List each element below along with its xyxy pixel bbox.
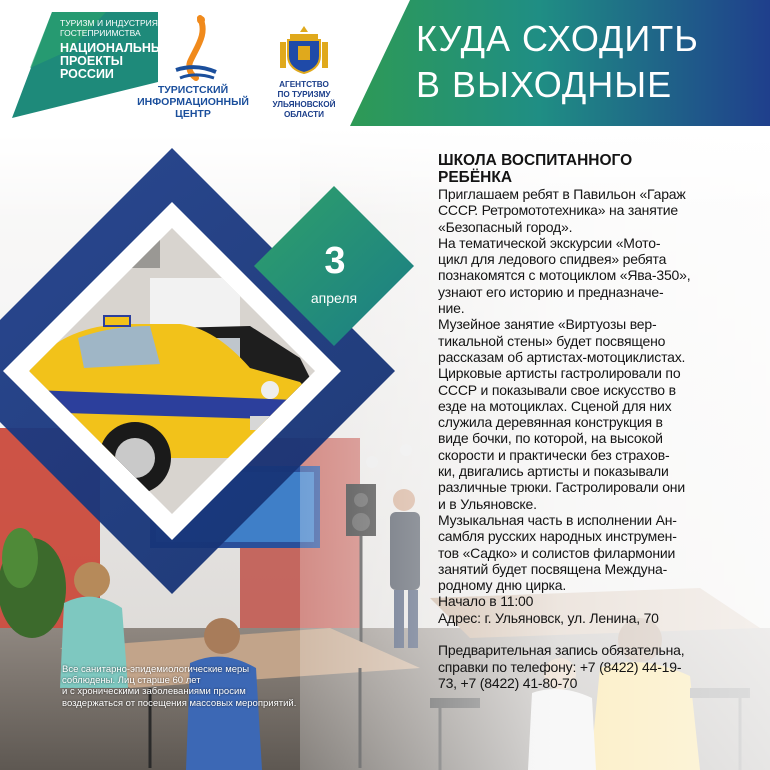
event-body-line: СССР и показывали свое искусство в	[438, 381, 676, 398]
event-body-line: «Безопасный город».	[438, 218, 573, 235]
tourist-info-center-name	[128, 84, 258, 120]
agency-line: УЛЬЯНОВСКОЙ	[272, 100, 336, 109]
event-body-line: справки по телефону: +7 (8422) 44-19-	[438, 658, 682, 675]
event-body-line: служила деревянная конструкция в	[438, 414, 663, 431]
tic-line: ТУРИСТСКИЙ	[157, 84, 229, 96]
np-top-line: ГОСТЕПРИИМСТВА	[60, 28, 141, 38]
event-body-line: ние.	[438, 300, 465, 317]
event-body-line: узнают его историю и предназначе-	[438, 283, 664, 300]
event-body-line: ки, двигались артисты и показывали	[438, 463, 669, 480]
event-body-line: цикл для ледового спидвея» ребята	[438, 251, 667, 268]
event-body-line: Музыкальная часть в исполнении Ан-	[438, 511, 677, 528]
event-body-line: Приглашаем ребят в Павильон «Гараж	[438, 186, 686, 202]
event-body-line: познакомятся с мотоциклом «Ява-350»,	[438, 267, 691, 284]
event-date-month: апреля	[310, 290, 358, 306]
tourist-info-center-icon	[170, 14, 220, 84]
national-projects-title	[60, 42, 171, 81]
event-body-line: различные трюки. Гастролировали они	[438, 479, 685, 496]
event-title-line: РЕБЁНКА	[438, 169, 513, 186]
event-body-line: На тематической экскурсии «Мото-	[438, 234, 661, 251]
event-body	[438, 186, 770, 691]
tic-line: ЦЕНТР	[175, 108, 211, 120]
health-disclaimer	[62, 664, 392, 709]
disclaimer-line: воздержаться от посещения массовых мероприятий.	[62, 697, 297, 709]
agency-line: ОБЛАСТИ	[283, 110, 325, 119]
event-body-line: СССР. Ретромототехника» на занятие	[438, 202, 678, 219]
event-body-line: и в Ульяновске.	[438, 495, 537, 512]
event-body-line	[438, 626, 770, 642]
disclaimer-line: соблюдены. Лиц старше 60 лет	[62, 675, 201, 687]
event-body-line: рассказам об артистах-мотоциклистах.	[438, 348, 686, 365]
event-body-line: 73, +7 (8422) 41-80-70	[438, 674, 578, 691]
coat-of-arms-icon	[278, 24, 330, 74]
event-body-line: занятий будет посвящена Междуна-	[438, 560, 668, 577]
event-title-line: ШКОЛА ВОСПИТАННОГО	[438, 152, 633, 169]
event-body-line: родному дню цирка.	[438, 577, 567, 594]
event-body-line: самбля русских народных инструмен-	[438, 528, 677, 545]
event-body-line: виде бочки, по которой, на высокой	[438, 430, 663, 447]
disclaimer-line: и с хроническими заболеваниями просим	[62, 686, 246, 698]
title-line: КУДА СХОДИТЬ	[416, 18, 699, 59]
np-main-line: НАЦИОНАЛЬНЫЕ	[60, 41, 172, 55]
np-main-line: РОССИИ	[60, 67, 114, 81]
agency-line: АГЕНТСТВО	[279, 80, 329, 89]
np-main-line: ПРОЕКТЫ	[60, 54, 124, 68]
event-body-line: тов «Садко» и солистов филармонии	[438, 544, 676, 561]
agency-line: ПО ТУРИЗМУ	[277, 90, 331, 99]
event-body-line: Предварительная запись обязательна,	[438, 642, 685, 659]
title-line: В ВЫХОДНЫЕ	[416, 64, 673, 105]
national-projects-caption	[60, 18, 160, 38]
event-body-line: Музейное занятие «Виртуозы вер-	[438, 316, 657, 333]
event-date-day: 3	[324, 240, 346, 282]
event-body-line: Начало в 11:00	[438, 593, 534, 610]
np-top-line: ТУРИЗМ И ИНДУСТРИЯ	[60, 18, 158, 28]
disclaimer-line: Все санитарно-эпидемиологические меры	[62, 664, 250, 675]
event-body-line: тикальной стены» будет посвящено	[438, 332, 666, 349]
tic-line: ИНФОРМАЦИОННЫЙ	[137, 96, 249, 108]
event-body-line: скорости и практически без страхов-	[438, 446, 670, 463]
tourism-agency-name	[262, 80, 346, 120]
event-body-line: Адрес: г. Ульяновск, ул. Ленина, 70	[438, 609, 659, 626]
event-title	[438, 152, 770, 186]
event-body-line: Цирковые артисты гастролировали по	[438, 365, 681, 382]
event-description	[438, 152, 770, 691]
page-title	[416, 16, 699, 108]
event-body-line: езде на мотоциклах. Сценой для них	[438, 397, 672, 414]
